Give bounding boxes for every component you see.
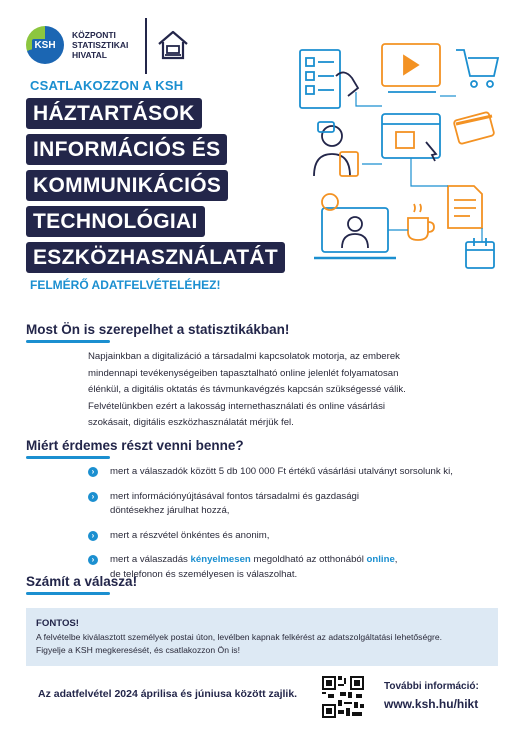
ksh-logo-icon: KSH [26,26,64,64]
header [26,18,152,72]
section-title-why: Miért érdemes részt venni benne? [26,438,244,453]
section-underline [26,592,110,595]
bullet-arrow-icon: › [88,531,98,541]
home-devices-icon [156,28,190,62]
section-title-answer-matters: Számít a válasza! [26,574,138,589]
video-call-icon [314,194,396,258]
online-shop-icon [382,114,440,161]
hero-title-line: HÁZTARTÁSOK [26,98,202,129]
hero-title-line: ESZKÖZHASZNÁLATÁT [26,242,285,273]
survey-date-text: Az adatfelvétel 2024 áprilisa és júniusa között zajlik. [38,688,298,700]
hero-title-line: TECHNOLÓGIAI [26,206,205,237]
checklist-icon [300,50,358,108]
section-underline [26,456,110,459]
list-item: › mert a részvétel önkéntes és anonim, [88,529,500,544]
bullet-arrow-icon: › [88,467,98,477]
bullet-arrow-icon: › [88,492,98,502]
video-player-icon [382,44,440,92]
reasons-list [88,465,500,592]
hero-kicker: CSATLAKOZZON A KSH [30,78,184,93]
info-url-link[interactable]: www.ksh.hu/hikt [384,697,479,711]
calendar-icon [466,238,494,268]
document-icon [448,186,482,228]
person-tablet-icon [314,122,358,176]
notice-title: FONTOS! [36,618,79,629]
list-item: › mert a válaszadók között 5 db 100 000 Ft értékű vásárlási utalványt sorsolunk ki, [88,465,500,480]
hero-title-block [26,78,285,292]
important-notice: FONTOS! A felvételbe kiválasztott személyek postai úton, levélben kapnak felkérést az adatszolgáltatási lehetőségre. Figyelje a KSH megkeresését, és csatlakozzon Ön is! [26,608,498,666]
hero-title-line: INFORMÁCIÓS ÉS [26,134,227,165]
list-item: › mert információnyújtásával fontos társadalmi és gazdasági döntésekhez járulhat hozzá, [88,490,500,519]
digital-devices-illustration [296,36,502,288]
bullet-arrow-icon: › [88,555,98,565]
section-title-statistics: Most Ön is szerepelhet a statisztikákban! [26,322,290,337]
header-divider [145,18,147,74]
highlight-text: kényelmesen [190,554,251,565]
org-name: KÖZPONTI STATISZTIKAI HIVATAL [72,30,129,60]
more-info-label: További információ: [384,681,479,692]
highlight-text: online [366,554,395,565]
hero-title-line: KOMMUNIKÁCIÓS [26,170,228,201]
intro-paragraph: Napjainkban a digitalizáció a társadalmi kapcsolatok motorja, az emberek mindennapi tevékenységeiben tapasztalható online jelenlét folyamatosan élénkül, a digitális oktatás és távmunkavégzés kapcsán szükségessé válik. Felvételünkben ezért a lakosság internethasználati és online vásárlási szokásait, digitális eszközhasználatát mérjük fel. [88,351,406,429]
qr-code[interactable] [322,676,364,718]
credit-card-icon [454,112,495,144]
shopping-cart-icon [456,50,498,87]
list-item: › mert a válaszadás kényelmesen megoldható az otthonából online, de telefonon és személyesen is válaszolhat. [88,553,500,582]
section-underline [26,340,110,343]
coffee-cup-icon [408,204,434,240]
hero-subkicker: FELMÉRŐ ADATFELVÉTELÉHEZ! [30,278,221,292]
